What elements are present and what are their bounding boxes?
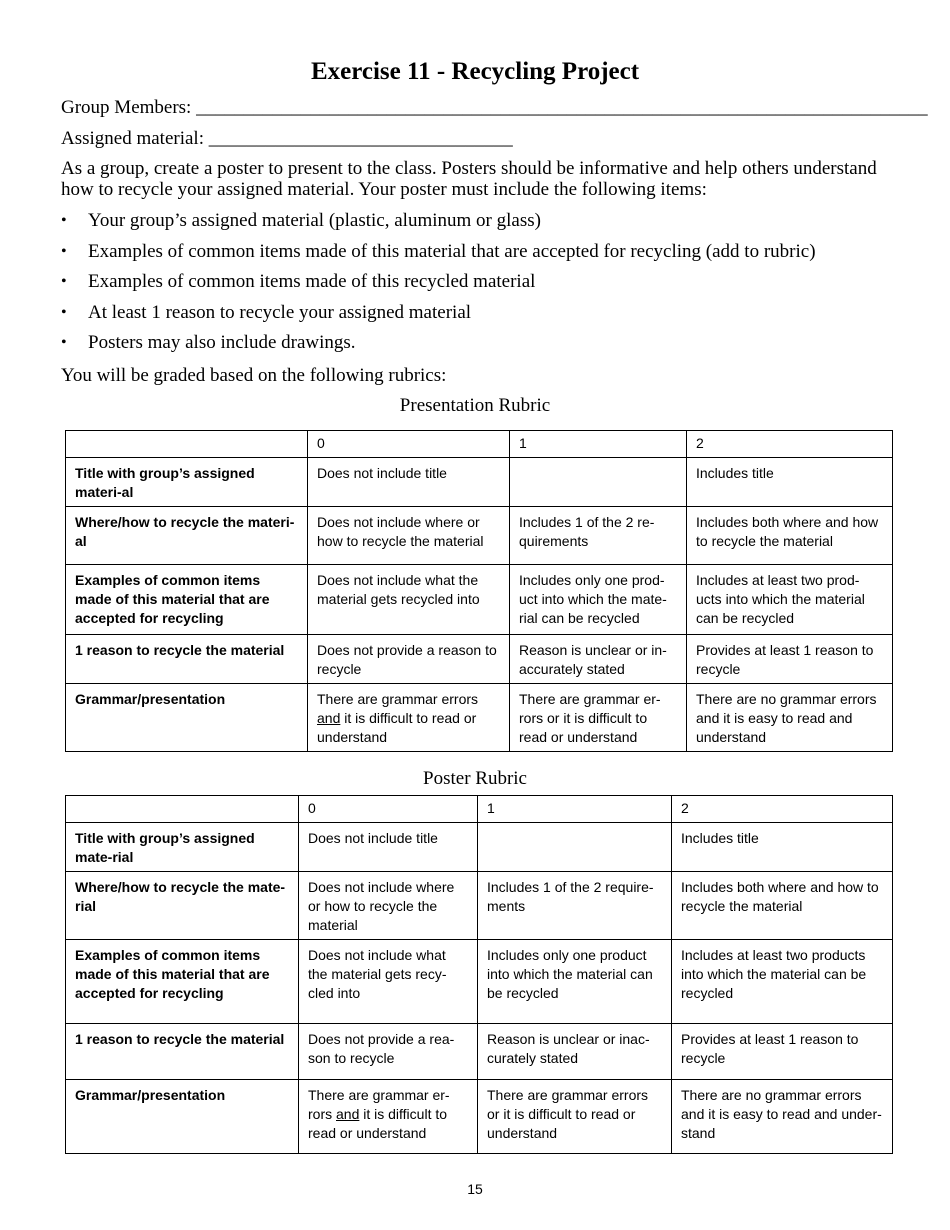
criterion-cell: Where/how to recycle the materi-al bbox=[66, 507, 308, 565]
presentation-rubric-table bbox=[65, 430, 893, 752]
intro-paragraph: As a group, create a poster to present to the class. Posters should be informative and help others understand how to recycle your assigned material. Your poster must include the following items: bbox=[61, 158, 877, 200]
group-members-label: Group Members: bbox=[61, 97, 192, 118]
group-members-blank: _____________________________________________________________________________ bbox=[196, 97, 928, 118]
table-header-row bbox=[66, 796, 893, 823]
table-row bbox=[66, 507, 893, 565]
score-cell: Includes both where and how to recycle the material bbox=[672, 872, 893, 940]
list-item: • Examples of common items made of this material that are accepted for recycling (add to rubric) bbox=[61, 240, 816, 271]
score-cell: Includes title bbox=[687, 458, 893, 507]
score-cell bbox=[510, 458, 687, 507]
score-cell: Does not provide a rea-son to recycle bbox=[299, 1024, 478, 1080]
underlined-word: and bbox=[336, 1106, 360, 1122]
criterion-cell: 1 reason to recycle the material bbox=[66, 1024, 299, 1080]
table-row bbox=[66, 823, 893, 872]
table-header-row bbox=[66, 431, 893, 458]
score-cell: Reason is unclear or inac-curately stated bbox=[478, 1024, 672, 1080]
criterion-cell: Grammar/presentation bbox=[66, 684, 308, 752]
score-cell: Does not include title bbox=[308, 458, 510, 507]
table-row bbox=[66, 635, 893, 684]
table-row bbox=[66, 872, 893, 940]
underlined-word: and bbox=[317, 710, 341, 726]
score-cell: Does not include title bbox=[299, 823, 478, 872]
score-cell: Provides at least 1 reason to recycle bbox=[687, 635, 893, 684]
requirements-list bbox=[61, 209, 816, 362]
table-row bbox=[66, 565, 893, 635]
score-cell: Provides at least 1 reason to recycle bbox=[672, 1024, 893, 1080]
criterion-cell: Title with group’s assigned mate-rial bbox=[66, 823, 299, 872]
table-row bbox=[66, 684, 893, 752]
score-cell: Includes at least two prod-ucts into which the material can be recycled bbox=[687, 565, 893, 635]
assigned-material-label: Assigned material: bbox=[61, 128, 204, 149]
score-cell: Includes only one prod-uct into which the mate-rial can be recycled bbox=[510, 565, 687, 635]
score-cell: Includes only one product into which the material can be recycled bbox=[478, 940, 672, 1024]
score-text: it is difficult to read or understand bbox=[308, 1106, 448, 1141]
score-cell: Includes 1 of the 2 re-quirements bbox=[510, 507, 687, 565]
score-cell: There are grammar er-rors or it is difficult to read or understand bbox=[510, 684, 687, 752]
criterion-cell: 1 reason to recycle the material bbox=[66, 635, 308, 684]
criterion-cell: Title with group’s assigned materi-al bbox=[66, 458, 308, 507]
poster-rubric-table bbox=[65, 795, 893, 1154]
list-item: • At least 1 reason to recycle your assigned material bbox=[61, 301, 816, 332]
score-cell: Includes both where and how to recycle the material bbox=[687, 507, 893, 565]
criterion-cell: Examples of common items made of this material that are accepted for recycling bbox=[66, 565, 308, 635]
score-cell: There are no grammar errors and it is easy to read and understand bbox=[687, 684, 893, 752]
criterion-cell: Examples of common items made of this material that are accepted for recycling bbox=[66, 940, 299, 1024]
score-cell: Includes title bbox=[672, 823, 893, 872]
score-cell: There are no grammar errors and it is easy to read and under-stand bbox=[672, 1080, 893, 1154]
header-cell: 0 bbox=[299, 796, 478, 823]
score-cell: There are grammar errors or it is difficult to read or understand bbox=[478, 1080, 672, 1154]
score-text: There are grammar errors bbox=[317, 691, 479, 707]
score-cell: Reason is unclear or in-accurately stated bbox=[510, 635, 687, 684]
poster-rubric-caption: Poster Rubric bbox=[423, 768, 527, 789]
table-row bbox=[66, 1080, 893, 1154]
page-title: Exercise 11 - Recycling Project bbox=[310, 58, 640, 85]
group-members-line bbox=[61, 97, 928, 119]
assigned-material-line bbox=[61, 128, 513, 150]
score-cell: Does not include where or how to recycle the material bbox=[308, 507, 510, 565]
page-number: 15 bbox=[467, 1181, 483, 1197]
score-cell bbox=[299, 1080, 478, 1154]
header-cell: 2 bbox=[672, 796, 893, 823]
score-cell: Does not include where or how to recycle the material bbox=[299, 872, 478, 940]
list-item: • Examples of common items made of this recycled material bbox=[61, 270, 816, 301]
score-cell: Includes 1 of the 2 require-ments bbox=[478, 872, 672, 940]
score-cell: Includes at least two products into which the material can be recycled bbox=[672, 940, 893, 1024]
header-cell bbox=[66, 796, 299, 823]
table-row bbox=[66, 940, 893, 1024]
score-text: it is difficult to read or understand bbox=[317, 710, 477, 745]
assigned-material-blank: ________________________________ bbox=[208, 128, 513, 149]
list-item: • Your group’s assigned material (plastic, aluminum or glass) bbox=[61, 209, 816, 240]
criterion-cell: Grammar/presentation bbox=[66, 1080, 299, 1154]
table-row bbox=[66, 458, 893, 507]
score-cell: Does not provide a reason to recycle bbox=[308, 635, 510, 684]
score-cell bbox=[478, 823, 672, 872]
score-cell: Does not include what the material gets recycled into bbox=[308, 565, 510, 635]
score-cell: Does not include what the material gets recy-cled into bbox=[299, 940, 478, 1024]
table-row bbox=[66, 1024, 893, 1080]
criterion-cell: Where/how to recycle the mate-rial bbox=[66, 872, 299, 940]
header-cell: 1 bbox=[510, 431, 687, 458]
header-cell bbox=[66, 431, 308, 458]
graded-text: You will be graded based on the following rubrics: bbox=[61, 365, 447, 386]
list-item: • Posters may also include drawings. bbox=[61, 331, 816, 362]
score-text: There are grammar er-rors bbox=[308, 1087, 450, 1122]
score-cell bbox=[308, 684, 510, 752]
presentation-rubric-caption: Presentation Rubric bbox=[399, 395, 551, 416]
header-cell: 1 bbox=[478, 796, 672, 823]
header-cell: 0 bbox=[308, 431, 510, 458]
header-cell: 2 bbox=[687, 431, 893, 458]
